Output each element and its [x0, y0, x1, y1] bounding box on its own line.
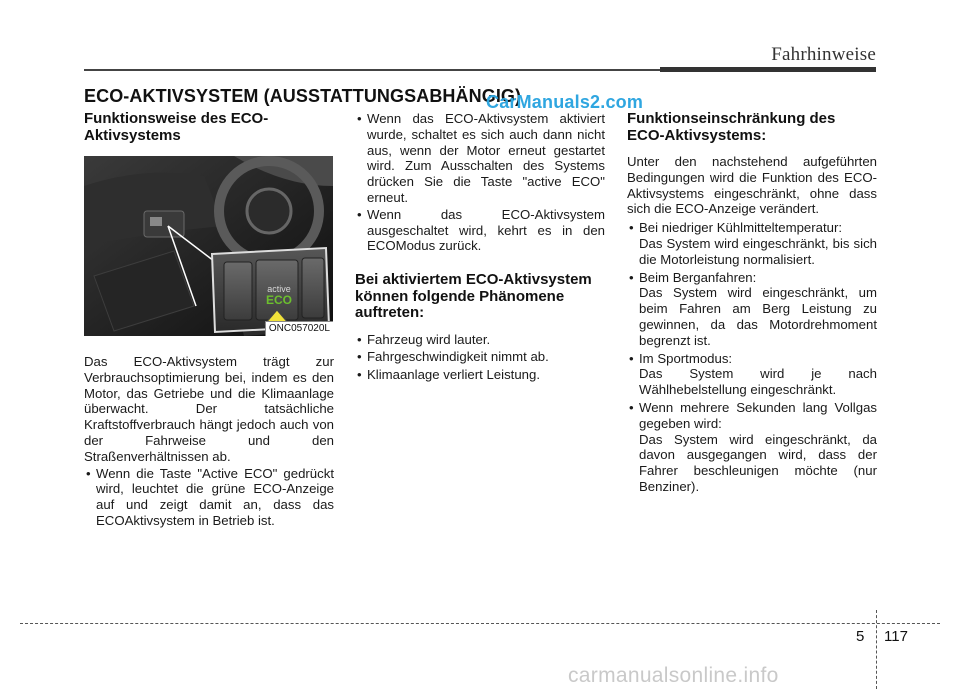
bullet-icon: •	[629, 220, 634, 236]
list-item-text: Das System wird je nach Wählhebelstellung eingeschränkt.	[639, 366, 877, 398]
list-item-text: Das System wird eingeschränkt, bis sich die Motorleistung normalisiert.	[639, 235, 877, 267]
column-1	[84, 111, 334, 529]
list-item-text: Das System wird eingeschränkt, da davon ausgegangen wird, dass der Fahrer beschleunigen möchte (nur Benziner).	[639, 431, 877, 494]
bullet-icon: •	[357, 367, 362, 383]
column-3	[627, 111, 877, 495]
bullet-icon: •	[357, 349, 362, 365]
col1-body: Das ECO-Aktivsystem trägt zur Verbrauchsoptimierung bei, indem es den Motor, das Getriebe und die Klimaanlage überwacht. Der tatsächliche Kraftstoffverbrauch hängt jedoch auch von der Fahrweise und den Straßenverhältnissen ab.	[84, 354, 334, 464]
bullet-icon: •	[86, 465, 91, 481]
col2-heading: Bei aktiviertem ECO-Aktivsystem können folgende Phänomene auftreten:	[355, 271, 592, 322]
footer-divider	[876, 610, 877, 689]
list-item-text: Klimaanlage verliert Leistung.	[367, 367, 540, 383]
list-item	[355, 207, 605, 254]
button-label-active: active	[267, 284, 291, 294]
list-item-text: Wenn die Taste "Active ECO" gedrückt wird, leuchtet die grüne ECO-Anzeige auf und zeigt damit an, dass das ECOAktivsystem in Betrieb ist.	[96, 465, 334, 528]
list-item-title: Bei niedriger Kühlmitteltemperatur:	[639, 220, 843, 236]
col2-bullets-top	[355, 111, 605, 254]
footer-rule	[20, 623, 940, 624]
column-2	[355, 111, 605, 383]
dashboard-illustration	[84, 156, 333, 336]
list-item	[627, 351, 877, 367]
col3-items	[627, 220, 877, 495]
list-item	[355, 111, 605, 206]
list-item-text: Wenn das ECO-Aktivsystem aktiviert wurde, schaltet es sich auch dann nicht aus, wenn der Motor erneut gestartet wird. Zum Ausschalten des Systems drücken Sie die Taste "active ECO" erneut.	[367, 111, 605, 205]
chapter-number: 5	[856, 628, 865, 645]
button-label-eco: ECO	[265, 293, 292, 307]
bullet-icon: •	[357, 111, 362, 126]
list-item-text: Das System wird eingeschränkt, um beim Fahren am Berg Leistung zu gewinnen, da das Motordrehmoment begrenzt ist.	[639, 285, 877, 348]
col3-intro: Unter den nachstehend aufgeführten Bedingungen wird die Funktion des ECO-Aktivsystems eingeschränkt, ohne dass sich die ECO-Anzeige verändert.	[627, 154, 877, 217]
header-rule-thin	[84, 69, 660, 71]
bullet-icon: •	[357, 331, 362, 347]
page-number: 117	[884, 628, 908, 645]
list-item-title: Wenn mehrere Sekunden lang Vollgas gegeben wird:	[639, 399, 877, 431]
list-item	[627, 220, 877, 236]
list-item-title: Im Sportmodus:	[639, 350, 733, 366]
running-head: Fahrhinweise	[771, 44, 876, 65]
eco-button-photo	[84, 156, 333, 336]
list-item-text: Wenn das ECO-Aktivsystem ausgeschaltet wird, kehrt es in den ECOModus zurück.	[367, 206, 605, 254]
footer-watermark: carmanualsonline.info	[568, 664, 779, 687]
header-rule-thick	[660, 67, 876, 72]
image-caption: ONC057020L	[265, 321, 333, 336]
bullet-icon: •	[629, 269, 634, 285]
list-item-text: Fahrgeschwindigkeit nimmt ab.	[367, 349, 549, 365]
col2-bullets-bottom	[355, 332, 605, 383]
site-watermark: CarManuals2.com	[486, 92, 644, 112]
list-item	[355, 332, 605, 348]
col1-heading: Funktionsweise des ECO-Aktivsystems	[84, 110, 269, 144]
list-item	[84, 466, 334, 529]
list-item-title: Beim Berganfahren:	[639, 269, 757, 285]
list-item	[627, 400, 877, 432]
list-item-text: Fahrzeug wird lauter.	[367, 331, 491, 347]
col1-bullets	[84, 466, 334, 529]
col3-heading: Funktionseinschränkung des ECO-Aktivsystems:	[627, 110, 836, 144]
list-item	[355, 349, 605, 365]
list-item	[355, 367, 605, 383]
bullet-icon: •	[629, 399, 634, 415]
bullet-icon: •	[357, 206, 362, 222]
section-title: ECO-AKTIVSYSTEM (AUSSTATTUNGSABHÄNGIG)	[84, 86, 522, 106]
list-item	[627, 270, 877, 286]
bullet-icon: •	[629, 350, 634, 366]
